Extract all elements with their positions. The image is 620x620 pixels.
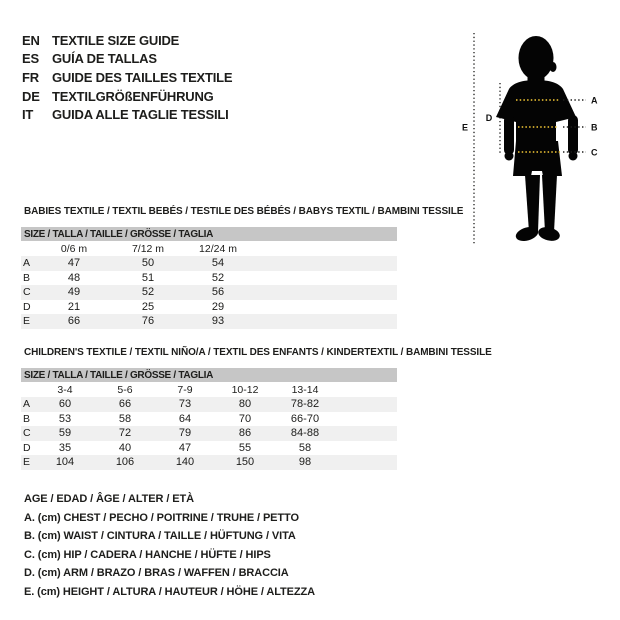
table-cell: 72 xyxy=(118,427,132,440)
language-code: IT xyxy=(22,107,34,123)
column-header: 3-4 xyxy=(57,383,73,396)
column-header: 10-12 xyxy=(231,383,259,396)
table-cell: 47 xyxy=(178,441,192,454)
table-row xyxy=(21,397,397,412)
row-label: E xyxy=(23,456,31,469)
language-title: TEXTILGRÖßENFÜHRUNG xyxy=(52,88,214,104)
table-cell: 55 xyxy=(238,441,252,454)
table-row xyxy=(21,271,397,286)
child-silhouette xyxy=(496,36,578,243)
label-e: E xyxy=(461,122,469,133)
table-cell: 66 xyxy=(67,315,81,328)
table-cell: 66-70 xyxy=(290,412,320,425)
table-cell: 140 xyxy=(175,456,195,469)
row-label: C xyxy=(23,286,31,299)
table-cell: 60 xyxy=(58,398,72,411)
measurement-legend xyxy=(24,490,315,601)
table-cell: 21 xyxy=(67,300,81,313)
row-label: D xyxy=(23,300,31,313)
row-label: A xyxy=(23,398,31,411)
legend-age-line: AGE / EDAD / ÂGE / ALTER / ETÀ xyxy=(24,493,194,505)
table-cell: 64 xyxy=(178,412,192,425)
language-title: GUÍA DE TALLAS xyxy=(52,51,157,67)
column-header: 5-6 xyxy=(117,383,133,396)
table-cell: 66 xyxy=(118,398,132,411)
language-title: GUIDA ALLE TAGLIE TESSILI xyxy=(52,107,229,123)
table-cell: 48 xyxy=(67,271,81,284)
children-size-header-bar: SIZE / TALLA / TAILLE / GRÖSSE / TAGLIA xyxy=(21,368,397,382)
table-cell: 50 xyxy=(141,257,155,270)
language-row-de xyxy=(22,87,232,106)
language-row-it xyxy=(22,105,232,124)
table-cell: 106 xyxy=(115,456,135,469)
language-title: TEXTILE SIZE GUIDE xyxy=(52,32,180,48)
row-label: E xyxy=(23,315,31,328)
legend-item-hip: C. (cm) HIP / CADERA / HANCHE / HÜFTE / HIPS xyxy=(24,548,271,561)
table-cell: 25 xyxy=(141,300,155,313)
table-row xyxy=(21,455,397,470)
table-cell: 59 xyxy=(58,427,72,440)
table-cell: 40 xyxy=(118,441,132,454)
label-a: A xyxy=(591,95,598,106)
table-cell: 78-82 xyxy=(290,398,320,411)
row-label: B xyxy=(23,271,31,284)
table-cell: 52 xyxy=(141,286,155,299)
table-cell: 58 xyxy=(118,412,132,425)
language-code: DE xyxy=(22,88,40,104)
table-row xyxy=(21,441,397,456)
column-header: 13-14 xyxy=(291,383,319,396)
table-cell: 104 xyxy=(55,456,75,469)
label-b: B xyxy=(591,122,598,133)
column-header: 7/12 m xyxy=(131,242,165,255)
table-row xyxy=(21,285,397,300)
table-row xyxy=(21,314,397,329)
label-c: C xyxy=(591,147,598,158)
table-cell: 150 xyxy=(235,456,255,469)
row-label: C xyxy=(23,427,31,440)
table-cell: 53 xyxy=(58,412,72,425)
table-cell: 47 xyxy=(67,257,81,270)
language-title: GUIDE DES TAILLES TEXTILE xyxy=(52,69,233,85)
table-cell: 93 xyxy=(211,315,225,328)
children-section-title: CHILDREN'S TEXTILE / TEXTIL NIÑO/A / TEXTIL DES ENFANTS / KINDERTEXTIL / BAMBINI TESSILE xyxy=(24,347,492,358)
language-row-en xyxy=(22,31,232,50)
column-header: 7-9 xyxy=(177,383,193,396)
table-cell: 52 xyxy=(211,271,225,284)
children-size-table xyxy=(21,368,397,470)
language-code: ES xyxy=(22,51,39,67)
language-code: EN xyxy=(22,32,40,48)
children-column-header-row xyxy=(21,382,397,397)
language-row-fr xyxy=(22,68,232,87)
column-header: 12/24 m xyxy=(199,242,237,255)
table-row xyxy=(21,412,397,427)
table-cell: 70 xyxy=(238,412,252,425)
table-cell: 84-88 xyxy=(290,427,320,440)
table-cell: 80 xyxy=(238,398,252,411)
column-header: 0/6 m xyxy=(60,242,88,255)
table-cell: 35 xyxy=(58,441,72,454)
table-cell: 51 xyxy=(141,271,155,284)
table-row xyxy=(21,426,397,441)
table-cell: 79 xyxy=(178,427,192,440)
table-cell: 86 xyxy=(238,427,252,440)
row-label: B xyxy=(23,412,31,425)
table-row xyxy=(21,256,397,271)
table-cell: 98 xyxy=(298,456,312,469)
row-label: D xyxy=(23,441,31,454)
table-cell: 58 xyxy=(298,441,312,454)
table-cell: 54 xyxy=(211,257,225,270)
babies-column-header-row xyxy=(21,241,397,256)
child-measurement-diagram xyxy=(450,25,615,255)
label-d: D xyxy=(485,113,493,123)
table-cell: 29 xyxy=(211,300,225,313)
babies-size-header-bar: SIZE / TALLA / TAILLE / GRÖSSE / TAGLIA xyxy=(21,227,397,241)
row-label: A xyxy=(23,257,31,270)
legend-item-waist: B. (cm) WAIST / CINTURA / TAILLE / HÜFTUNG / VITA xyxy=(24,530,296,542)
legend-item-chest: A. (cm) CHEST / PECHO / POITRINE / TRUHE / PETTO xyxy=(24,511,299,524)
legend-item-height: E. (cm) HEIGHT / ALTURA / HAUTEUR / HÖHE / ALTEZZA xyxy=(24,585,315,598)
legend-item-arm: D. (cm) ARM / BRAZO / BRAS / WAFFEN / BRACCIA xyxy=(24,567,289,579)
table-cell: 73 xyxy=(178,398,192,411)
language-title-list xyxy=(22,31,232,124)
table-row xyxy=(21,300,397,315)
language-code: FR xyxy=(22,69,39,85)
table-cell: 56 xyxy=(211,286,225,299)
babies-size-table xyxy=(21,227,397,329)
babies-section-title: BABIES TEXTILE / TEXTIL BEBÉS / TESTILE DES BÉBÉS / BABYS TEXTIL / BAMBINI TESSILE xyxy=(24,206,464,217)
table-cell: 49 xyxy=(67,286,81,299)
language-row-es xyxy=(22,50,232,69)
table-cell: 76 xyxy=(141,315,155,328)
